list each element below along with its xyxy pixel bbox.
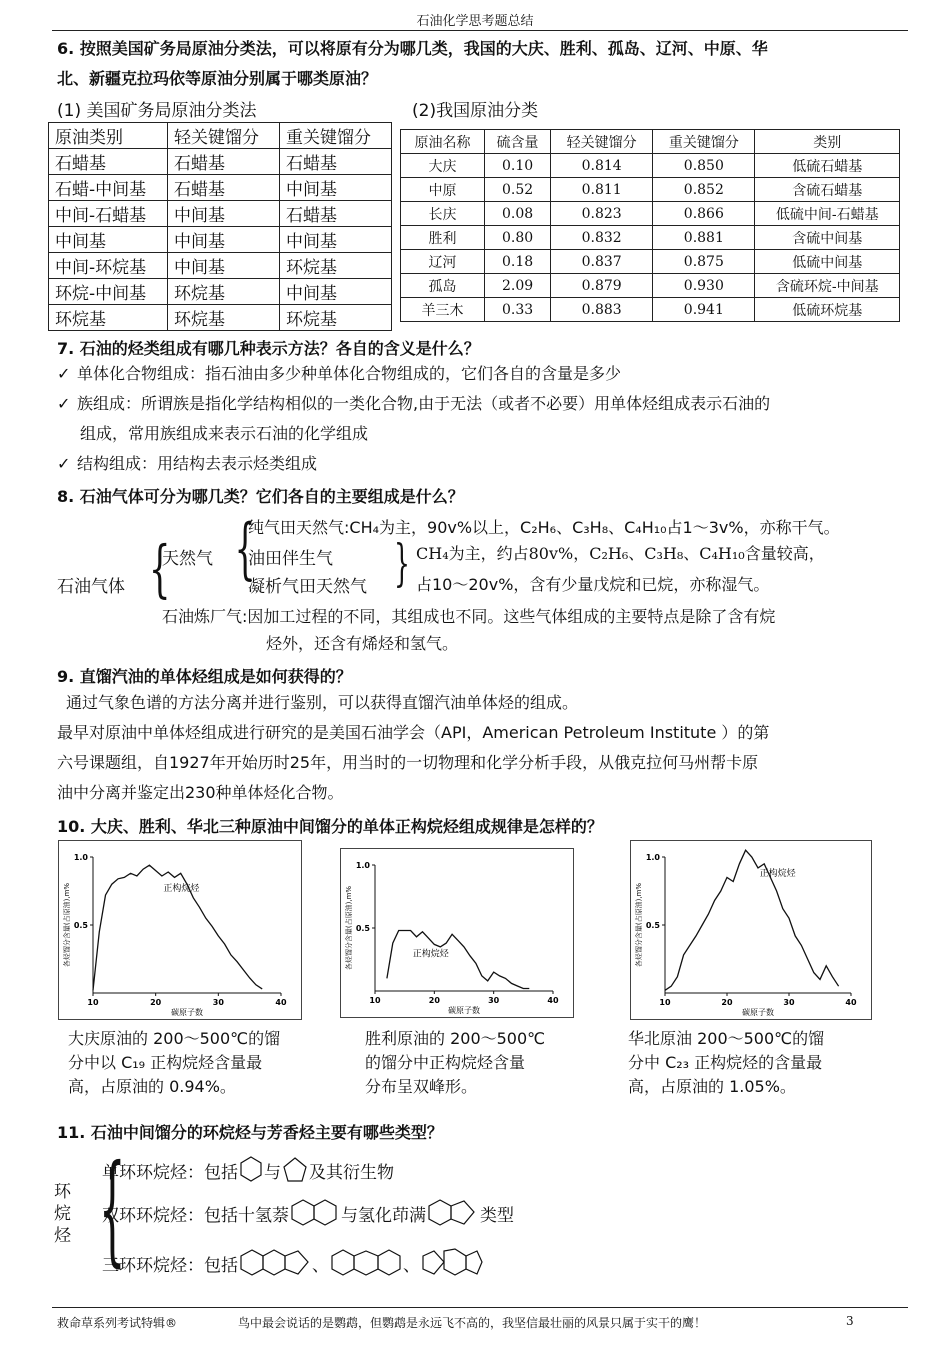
caption-line: 胜利原油的 200～500℃ [365,1029,546,1048]
tricyclic-row [102,1245,484,1281]
table-cell: 中间基 [168,201,280,227]
q6-title-line2: 北、新疆克拉玛依等原油分别属于哪类原油？ [57,69,378,88]
footer-page-number: 3 [846,1314,854,1328]
table-row [49,253,392,279]
brace-close-icon: } [393,534,410,592]
perhydroacenaphthene-icon [420,1246,484,1280]
footer-divider [52,1307,908,1308]
table-cell: 低硫石蜡基 [755,154,900,178]
refinery-gas-text-line2: 烃外，还含有烯烃和氢气。 [266,634,459,653]
natural-gas-label: 天然气 [162,549,213,569]
q7-item-group-cont: 组成，常用族组成来表示石油的化学组成 [80,424,369,443]
table-cell: 胜利 [401,226,485,250]
wet-gas-text-line1: CH₄为主，约占80v%，C₂H₆、C₃H₈、C₄H₁₀含量较高， [416,544,825,563]
table-row [401,178,900,202]
header-divider [52,30,908,31]
tricyclic-sep: 、 [312,1255,329,1276]
table-cell: 0.941 [653,298,755,322]
monocyclic-suffix: 及其衍生物 [309,1162,394,1183]
q7-item-text: 族组成：所谓族是指化学结构相似的一类化合物,由于无法（或者不必要）用单体烃组成表示石油的 [77,394,771,413]
table-cell: 环烷-中间基 [49,279,168,305]
x-tick-label: 20 [150,998,162,1007]
table-cell: 0.852 [653,178,755,202]
table-cell: 0.850 [653,154,755,178]
brace-icon: { [148,532,171,605]
table-cell: 石蜡基 [279,149,391,175]
condensate-gas-label: 凝析气田天然气 [248,577,367,597]
q9-paragraph-line3: 六号课题组，自1927年开始历时25年，用当时的一切物理和化学分析手段，从俄克拉何马州帮卡原 [57,753,759,772]
table-cell: 0.883 [551,298,653,322]
perhydrofluorene-icon [329,1246,403,1280]
q6-title-line1: 6. 按照美国矿务局原油分类法，可以将原有分为哪几类，我国的大庆、胜利、孤岛、辽河、中原、华 [57,39,768,58]
x-tick-label: 20 [721,998,733,1007]
x-tick-label: 40 [275,998,287,1007]
table-cell: 0.08 [485,202,551,226]
y-axis-label: 各烃馏分含量(占原油),m% [63,882,71,968]
label-char: 烷 [54,1204,71,1224]
table-cell: 0.33 [485,298,551,322]
bicyclic-suffix: 类型 [480,1205,514,1226]
table-cell: 0.811 [551,178,653,202]
table-cell: 中间-环烷基 [49,253,168,279]
table-header-cell: 硫含量 [485,130,551,154]
table-cell: 大庆 [401,154,485,178]
chart-caption-daqing [68,1027,280,1099]
table-header-cell: 重关键馏分 [653,130,755,154]
table-cell: 中间基 [279,279,391,305]
table-cell: 石蜡基 [168,149,280,175]
table-cell: 低硫中间-石蜡基 [755,202,900,226]
table-cell: 0.837 [551,250,653,274]
series-line-normal-alkanes [387,931,529,989]
caption-line: 华北原油 200～500℃的馏 [628,1029,825,1048]
table-cell: 0.879 [551,274,653,298]
q10-title: 10. 大庆、胜利、华北三种原油中间馏分的单体正构烷烃组成规律是怎样的？ [57,817,603,836]
monocyclic-mid: 与 [264,1162,281,1183]
table-cell: 羊三木 [401,298,485,322]
x-tick-label: 40 [845,998,857,1007]
oilfield-gas-label: 油田伴生气 [248,549,333,569]
table-row [401,202,900,226]
table-row [49,279,392,305]
check-icon: ✓ [57,394,71,413]
q7-item-group [57,389,770,419]
q8-title: 8. 石油气体可分为哪几类？它们各自的主要组成是什么？ [57,487,464,506]
y-tick-label: 0.5 [355,924,370,933]
usbm-classification-table [48,122,392,331]
table-row [401,274,900,298]
caption-line: 分中以 C₁₉ 正构烷烃含量最 [68,1053,263,1072]
table-cell: 0.881 [653,226,755,250]
y-tick-label: 1.0 [355,861,370,870]
table-cell: 中间基 [279,227,391,253]
x-tick-label: 20 [428,996,440,1005]
caption-line: 高，占原油的 1.05%。 [628,1077,796,1096]
chart-caption-shengli [365,1027,545,1099]
check-icon: ✓ [57,364,71,383]
table-cell: 环烷基 [279,305,391,331]
x-tick-label: 40 [547,996,559,1005]
table-cell: 环烷基 [279,253,391,279]
table-cell: 0.52 [485,178,551,202]
china-crude-classification-table [400,129,900,322]
table-header-row [401,130,900,154]
x-tick-label: 10 [659,998,671,1007]
table-cell: 石蜡基 [279,201,391,227]
series-label: 正构烷烃 [759,869,796,880]
table-row [401,250,900,274]
bicyclic-mid: 与氢化茚满 [341,1205,426,1226]
q7-item-text: 结构组成：用结构去表示烃类组成 [77,454,318,473]
q6-subtitle-china: (2)我国原油分类 [412,101,539,121]
table-cell: 长庆 [401,202,485,226]
hydrindane-icon [426,1197,480,1229]
q7-item-monomer [57,359,621,389]
table-cell: 0.10 [485,154,551,178]
table-cell: 中原 [401,178,485,202]
huabei-alkane-chart [630,840,872,1020]
brace-icon: { [234,510,256,587]
table-cell: 中间基 [279,175,391,201]
monocyclic-label: 单环环烷烃：包括 [102,1162,238,1183]
table-row [401,154,900,178]
table-row [49,175,392,201]
table-header-row [49,123,392,149]
petroleum-gas-label: 石油气体 [57,577,125,597]
page-header-title: 石油化学思考题总结 [416,14,534,29]
brace-icon: { [98,1140,126,1279]
table-cell: 中间基 [168,227,280,253]
decalin-icon [289,1197,341,1229]
table-cell: 石蜡基 [168,175,280,201]
series-label: 正构烷烃 [163,884,200,895]
table-header-cell: 轻关键馏分 [168,123,280,149]
series-line-normal-alkanes [665,850,839,990]
table-row [49,305,392,331]
table-header-cell: 轻关键馏分 [551,130,653,154]
q9-paragraph-line4: 油中分离并鉴定出230种单体烃化合物。 [57,783,344,802]
tricyclic-label: 三环环烷烃：包括 [102,1255,238,1276]
label-char: 烃 [54,1226,71,1246]
table-row [401,226,900,250]
check-icon: ✓ [57,454,71,473]
table-cell: 石蜡-中间基 [49,175,168,201]
x-tick-label: 30 [488,996,500,1005]
y-axis-label: 各烃馏分含量(占原油),m% [345,885,353,971]
table-cell: 环烷基 [49,305,168,331]
x-axis-label: 碳原子数 [742,1008,774,1017]
table-cell: 含硫环烷-中间基 [755,274,900,298]
table-row [49,201,392,227]
x-tick-label: 10 [87,998,99,1007]
table-cell: 2.09 [485,274,551,298]
q7-item-structure [57,449,317,479]
q7-item-text: 单体化合物组成：指石油由多少种单体化合物组成的，它们各自的含量是多少 [77,364,622,383]
table-cell: 低硫环烷基 [755,298,900,322]
x-tick-label: 30 [212,998,224,1007]
y-tick-label: 0.5 [73,921,88,930]
pure-gas-text: 纯气田天然气:CH₄为主，90v%以上，C₂H₆、C₃H₈、C₄H₁₀占1～3v%，亦称干气。 [248,518,840,537]
x-axis-label: 碳原子数 [448,1006,480,1015]
table-header-cell: 原油名称 [401,130,485,154]
y-axis-label: 各烃馏分含量(占原油),m% [635,882,643,968]
cyclopentane-icon [281,1155,309,1185]
table-header-cell: 重关键馏分 [279,123,391,149]
table-cell: 0.866 [653,202,755,226]
daqing-alkane-chart [58,840,302,1020]
table-cell: 石蜡基 [49,149,168,175]
table-header-cell: 原油类别 [49,123,168,149]
table-row [401,298,900,322]
table-cell: 环烷基 [168,279,280,305]
table-cell: 0.832 [551,226,653,250]
table-cell: 环烷基 [168,305,280,331]
table-row [49,227,392,253]
caption-line: 分中 C₂₃ 正构烷烃的含量最 [628,1053,823,1072]
q9-title: 9. 直馏汽油的单体烃组成是如何获得的？ [57,667,352,686]
q11-title: 11. 石油中间馏分的环烷烃与芳香烃主要有哪些类型？ [57,1123,443,1142]
q9-paragraph-line2: 最早对原油中单体烃组成进行研究的是美国石油学会（API，American Petroleum Institute ）的第 [57,723,770,742]
table-cell: 0.823 [551,202,653,226]
table-cell: 含硫石蜡基 [755,178,900,202]
table-cell: 0.930 [653,274,755,298]
caption-line: 大庆原油的 200～500℃的馏 [68,1029,281,1048]
y-tick-label: 1.0 [645,853,660,862]
cyclohexane-icon [238,1155,264,1185]
footer-left-text: 救命草系列考试特辑® [57,1316,178,1330]
footer-motto: 鸟中最会说话的是鹦鹉，但鹦鹉是永远飞不高的，我坚信最壮丽的风景只属于实干的鹰！ [238,1316,707,1330]
caption-line: 的馏分中正构烷烃含量 [365,1053,526,1072]
monocyclic-row [102,1155,394,1185]
bicyclic-row [102,1195,514,1231]
table-cell: 中间-石蜡基 [49,201,168,227]
x-tick-label: 30 [783,998,795,1007]
table-cell: 0.18 [485,250,551,274]
label-char: 环 [54,1182,71,1202]
bicyclic-label: 双环环烷烃：包括十氢萘 [102,1205,289,1226]
table-cell: 0.80 [485,226,551,250]
tricyclic-sep: 、 [403,1255,420,1276]
caption-line: 分布呈双峰形。 [365,1077,478,1096]
table-cell: 辽河 [401,250,485,274]
x-tick-label: 10 [369,996,381,1005]
table-cell: 0.814 [551,154,653,178]
table-cell: 含硫中间基 [755,226,900,250]
cycloalkane-label [54,1181,74,1247]
x-axis-label: 碳原子数 [171,1008,203,1017]
q7-title: 7. 石油的烃类组成有哪几种表示方法？各自的含义是什么？ [57,339,480,358]
refinery-gas-text-line1: 石油炼厂气:因加工过程的不同，其组成也不同。这些气体组成的主要特点是除了含有烷 [162,607,776,626]
table-cell: 0.875 [653,250,755,274]
table-cell: 孤岛 [401,274,485,298]
wet-gas-text-line2: 占10～20v%，含有少量戊烷和已烷，亦称湿气。 [416,575,770,594]
caption-line: 高，占原油的 0.94%。 [68,1077,236,1096]
series-label: 正构烷烃 [412,949,449,960]
perhydrophenanthrene-icon [238,1246,312,1280]
table-cell: 低硫中间基 [755,250,900,274]
table-row [49,149,392,175]
chart-caption-huabei [628,1027,824,1099]
shengli-alkane-chart [340,848,574,1018]
table-cell: 中间基 [49,227,168,253]
y-tick-label: 0.5 [645,921,660,930]
table-header-cell: 类别 [755,130,900,154]
y-tick-label: 1.0 [73,853,88,862]
q9-paragraph-line1: 通过气象色谱的方法分离并进行鉴别，可以获得直馏汽油单体烃的组成。 [66,693,579,712]
table-cell: 中间基 [168,253,280,279]
q6-subtitle-usbm: (1) 美国矿务局原油分类法 [57,101,257,121]
